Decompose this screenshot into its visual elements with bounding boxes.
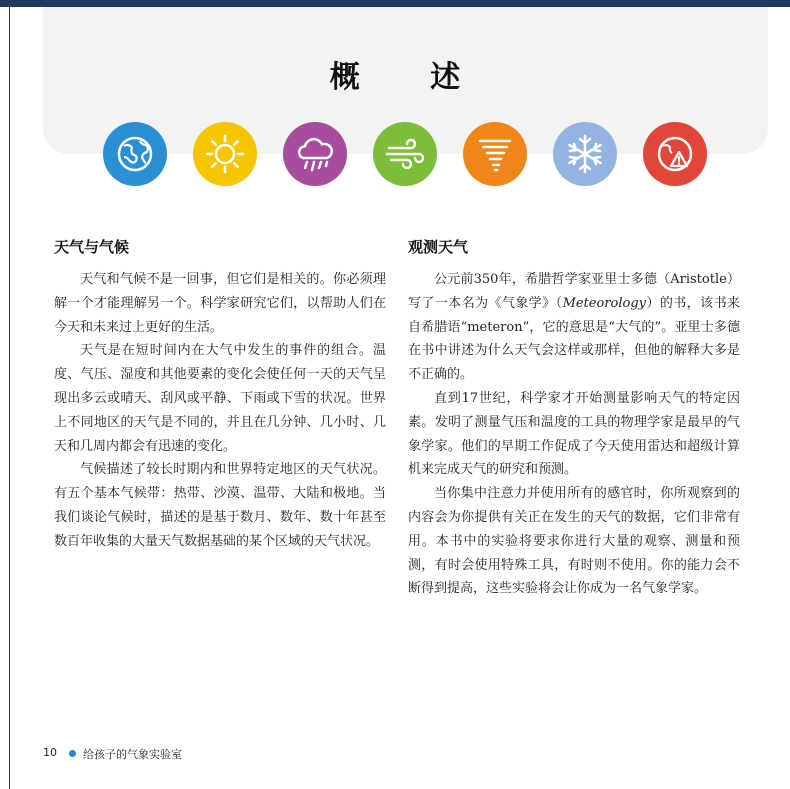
paragraph: 天气是在短时间内在大气中发生的事件的组合。温度、气压、湿度和其他要素的变化会使任何一天的天气呈现出多云或晴天、刮风或平静、下雨或下雪的状况。世界上不同地区的天气是不同的，并且在几分钟、几小时、几天和几周内都会有迅速的变化。 — [54, 343, 386, 454]
page-title: 概 述 — [329, 60, 491, 95]
tornado-icon — [463, 122, 527, 186]
section-heading: 观测天气 — [408, 238, 469, 256]
paragraph-text: ）的书，该书来自希腊语“meteron”，它的意思是“大气的”。亚里士多德在书中讲述为什么天气会这样或那样，但他的解释大多是不正确的。 — [408, 295, 740, 383]
climate-weather-section — [54, 234, 386, 554]
section-heading: 天气与气候 — [54, 238, 130, 256]
snowflake-icon — [553, 122, 617, 186]
paragraph — [408, 268, 740, 387]
rain-cloud-icon — [283, 122, 347, 186]
warning-globe-icon — [643, 122, 707, 186]
paragraph: 天气和气候不是一回事，但它们是相关的。你必须理解一个才能理解另一个。科学家研究它们，以帮助人们在今天和未来过上更好的生活。 — [54, 272, 386, 335]
book-title-italic: Meteorology — [562, 295, 647, 311]
book-title: 给孩子的气象实验室 — [83, 748, 182, 761]
paragraph: 直到17世纪，科学家才开始测量影响天气的特定因素。发明了测量气压和温度的工具的物理学家是最早的气象学家。他们的早期工作促成了今天使用雷达和超级计算机来完成天气的研究和预测。 — [408, 390, 740, 478]
icon-row — [0, 122, 790, 186]
paragraph-text: 公元前350年，希腊哲学家亚里士多德（Aristotle）写了一本名为《气象学》（ — [408, 272, 740, 311]
globe-icon — [103, 122, 167, 186]
paragraph: 当你集中注意力并使用所有的感官时，你所观察到的内容会为你提供有关正在发生的天气的数据，它们非常有用。本书中的实验将要求你进行大量的观察、测量和预测，有时会使用特殊工具，有时则不使用。你的能力会不断得到提高，这些实验将会让你成为一名气象学家。 — [408, 486, 740, 597]
paragraph: 气候描述了较长时期内和世界特定地区的天气状况。有五个基本气候带：热带、沙漠、温带、大陆和极地。当我们谈论气候时，描述的是基于数月、数年、数十年甚至数百年收集的大量天气数据基础的某个区域的天气状况。 — [54, 462, 386, 549]
wind-icon — [373, 122, 437, 186]
observing-weather-section — [408, 234, 740, 601]
page-number: 10 — [43, 746, 57, 759]
sun-icon — [193, 122, 257, 186]
top-bar — [0, 0, 790, 7]
bullet-dot — [69, 750, 76, 757]
